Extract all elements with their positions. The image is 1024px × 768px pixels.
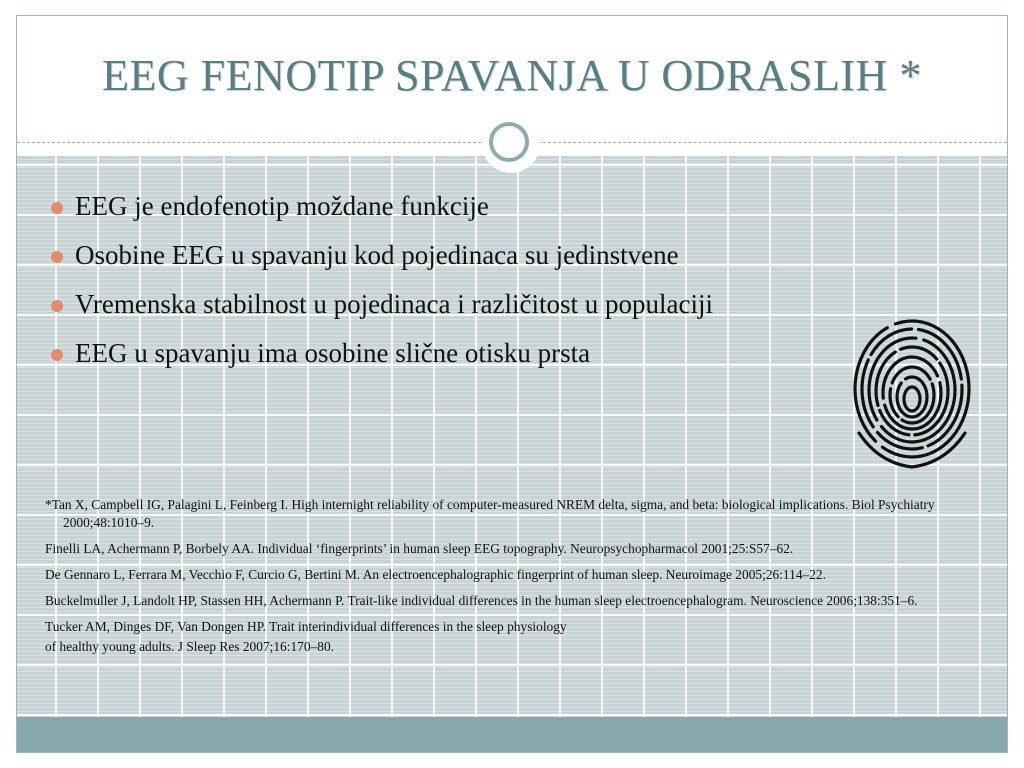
reference-item: *Tan X, Campbell IG, Palagini L, Feinberg I. High internight reliability of computer-measured NREM delta, sigma, and beta: biological implications. Biol Psychiatry 2000;48:1010–9. bbox=[45, 497, 935, 530]
references bbox=[45, 496, 975, 664]
bullet-dot-icon bbox=[51, 300, 63, 312]
bullet-item bbox=[51, 231, 951, 280]
bullet-text: EEG je endofenotip moždane funkcije bbox=[75, 191, 489, 221]
slide bbox=[16, 15, 1008, 753]
bullet-list bbox=[51, 182, 951, 378]
reference-item: of healthy young adults. J Sleep Res 2007;16:170–80. bbox=[45, 639, 334, 654]
bottom-band bbox=[17, 717, 1007, 752]
bullet-item bbox=[51, 280, 951, 329]
bullet-dot-icon bbox=[51, 349, 63, 361]
bullet-text: EEG u spavanju ima osobine slične otisku prsta bbox=[75, 338, 591, 368]
bullet-text: Osobine EEG u spavanju kod pojedinaca su jedinstvene bbox=[75, 240, 679, 270]
reference-item: Buckelmuller J, Landolt HP, Stassen HH, Achermann P. Trait-like individual differences in the human sleep electroencephalogram. Neuroscience 2006;138:351–6. bbox=[45, 593, 918, 608]
bullet-dot-icon bbox=[51, 251, 63, 263]
bullet-text: Vremenska stabilnost u pojedinaca i različitost u populaciji bbox=[75, 289, 713, 319]
bullet-dot-icon bbox=[51, 202, 63, 214]
reference-item: De Gennaro L, Ferrara M, Vecchio F, Curcio G, Bertini M. An electroencephalographic fingerprint of human sleep. Neuroimage 2005;26:114–22. bbox=[45, 567, 826, 582]
slide-title: EEG FENOTIP SPAVANJA U ODRASLIH * bbox=[102, 51, 922, 100]
bullet-item bbox=[51, 182, 951, 231]
reference-item: Tucker AM, Dinges DF, Van Dongen HP. Trait interindividual differences in the sleep physiology bbox=[45, 619, 567, 634]
circle-ring bbox=[489, 122, 529, 162]
bullet-item bbox=[51, 329, 951, 378]
fingerprint-icon bbox=[849, 313, 975, 471]
reference-item: Finelli LA, Achermann P, Borbely AA. Individual ‘fingerprints’ in human sleep EEG topography. Neuropsychopharmacol 2001;25:S57–62. bbox=[45, 541, 794, 556]
